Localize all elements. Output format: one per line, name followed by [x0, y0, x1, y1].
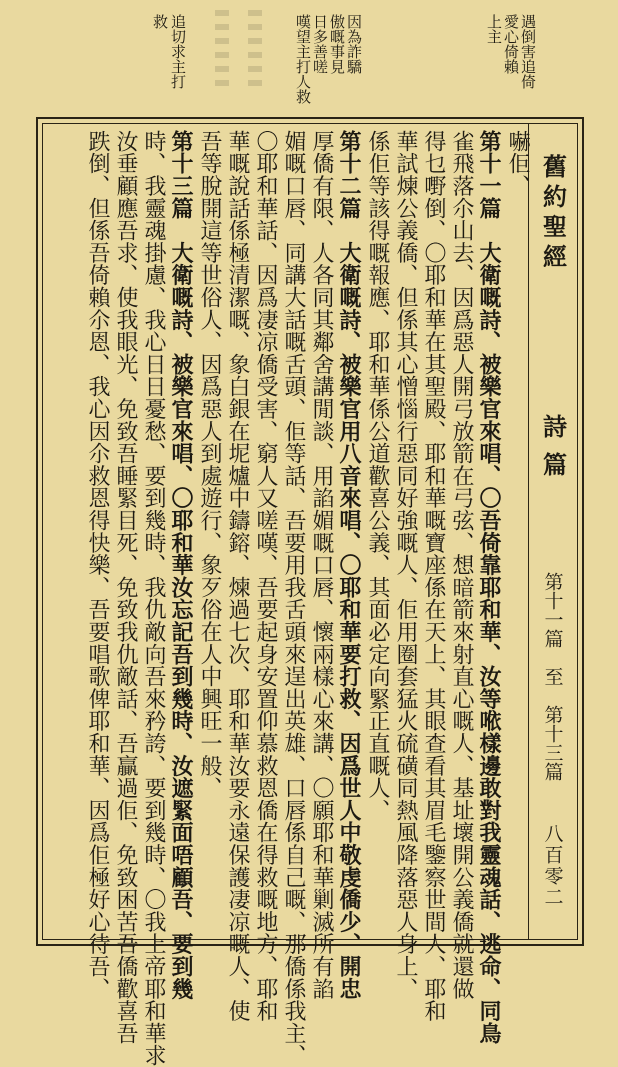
- text-column: 得乜嘢倒、〇耶和華在其聖殿、耶和華嘅寶座係在天上、其眼查看其眉毛鑒察世間人、耶和: [421, 130, 446, 1022]
- book-section: 詩篇: [538, 414, 568, 490]
- bleed-through-ghost: [215, 10, 229, 90]
- text-column: 厚僑有限、人各同其鄰舍講閒談、用諂媚嘅口唇、懷兩樣心來講、〇願耶和華剿滅所有諂: [309, 130, 334, 1000]
- text-column: 華試煉公義僑、但係其心憎惱行惡同好強嘅人、佢用圈套猛火硫磺同熱風降落惡人身上、: [393, 130, 418, 1000]
- text-column: 汝垂顧應吾求、使我眼光、免致吾睡緊目死、免致我仇敵話、吾贏過佢、免致困苦吾僑歡喜吾: [113, 130, 138, 1045]
- headnote-line: 上主: [485, 14, 503, 44]
- text-column: 係佢等該得嘅報應、耶和華係公道歡喜公義、其面必定向緊正直嘅人、: [365, 130, 390, 822]
- headnote-line: 因為詐驕: [345, 14, 363, 74]
- body-text: [43, 124, 530, 1067]
- page-number: 八百零二: [541, 824, 564, 908]
- text-column: 吾等脫開這等世俗人、因爲惡人到處遊行、象歹俗在人中興旺一般、: [197, 130, 222, 799]
- headnote-line: 遇倒害追倚: [519, 14, 537, 89]
- text-column: 媚嘅口唇、同講大話嘅舌頭、佢等話、吾要用我舌頭來逞出英雄、口唇係自己嘅、那僑係我主、: [281, 130, 306, 1067]
- headnote-line: 嘆望主打人救: [294, 14, 312, 104]
- text-column: 第十二篇 大衛嘅詩、被樂官用八音來唱、〇耶和華要打救、因爲世人中敬虔僑少、開忠: [336, 130, 362, 1000]
- page-inner-border: [42, 123, 578, 1067]
- text-column: 嚇佢、: [505, 130, 530, 197]
- text-column: 時、我靈魂掛慮、我心日日憂愁、要到幾時、我仇敵向吾來矜誇、要到幾時、〇我上帝耶和華求: [141, 130, 166, 1067]
- text-column: 〇耶和華話、因爲凄凉僑受害、窮人又嗟嘆、吾要起身安置仰慕救恩僑在得救嘅地方、耶和: [253, 130, 278, 1022]
- headnote-group-middle: [296, 14, 366, 104]
- page-frame: [36, 117, 584, 1067]
- text-column: 跌倒、但係吾倚賴尒恩、我心因尒救恩得快樂、吾要唱歌俾耶和華、因爲佢極好心待吾、: [85, 130, 110, 1000]
- book-title: 舊約聖經: [538, 154, 568, 274]
- bleed-through-ghost: [248, 10, 262, 90]
- headnote-line: 救: [151, 14, 169, 29]
- headnote-line: 追切求主打: [169, 14, 187, 89]
- chapter-range: 第十一篇 至 第十三篇: [541, 572, 564, 781]
- text-column: 雀飛落尒山去、因爲惡人開弓放箭在弓弦、想暗箭來射直心嘅人、基址壞開公義僑就還做: [449, 130, 474, 1000]
- running-header: [528, 124, 577, 939]
- headnote-line: 傲嘅事見: [328, 14, 346, 74]
- headnote-group-right: [470, 14, 540, 104]
- headnote-line: 日多善嗟: [311, 14, 329, 74]
- headnote-area: [0, 0, 618, 110]
- text-column: 華嘅說話係極清潔嘅、象白銀在坭爐中鑄鎔、煉過七次、耶和華汝要永遠保護凄凉嘅人、使: [225, 130, 250, 1022]
- text-column: 第十三篇 大衛嘅詩、被樂官來唱、〇耶和華汝忘記吾到幾時、汝遮緊面唔顧吾、要到幾: [168, 130, 194, 1000]
- headnote-line: 愛心倚賴: [502, 14, 520, 74]
- text-column: 第十一篇 大衛嘅詩、被樂官來唱、〇吾倚靠耶和華、汝等𠵱樣邊敢對我靈魂話、逃命、同鳥: [476, 130, 502, 1045]
- headnote-group-left: [140, 14, 200, 104]
